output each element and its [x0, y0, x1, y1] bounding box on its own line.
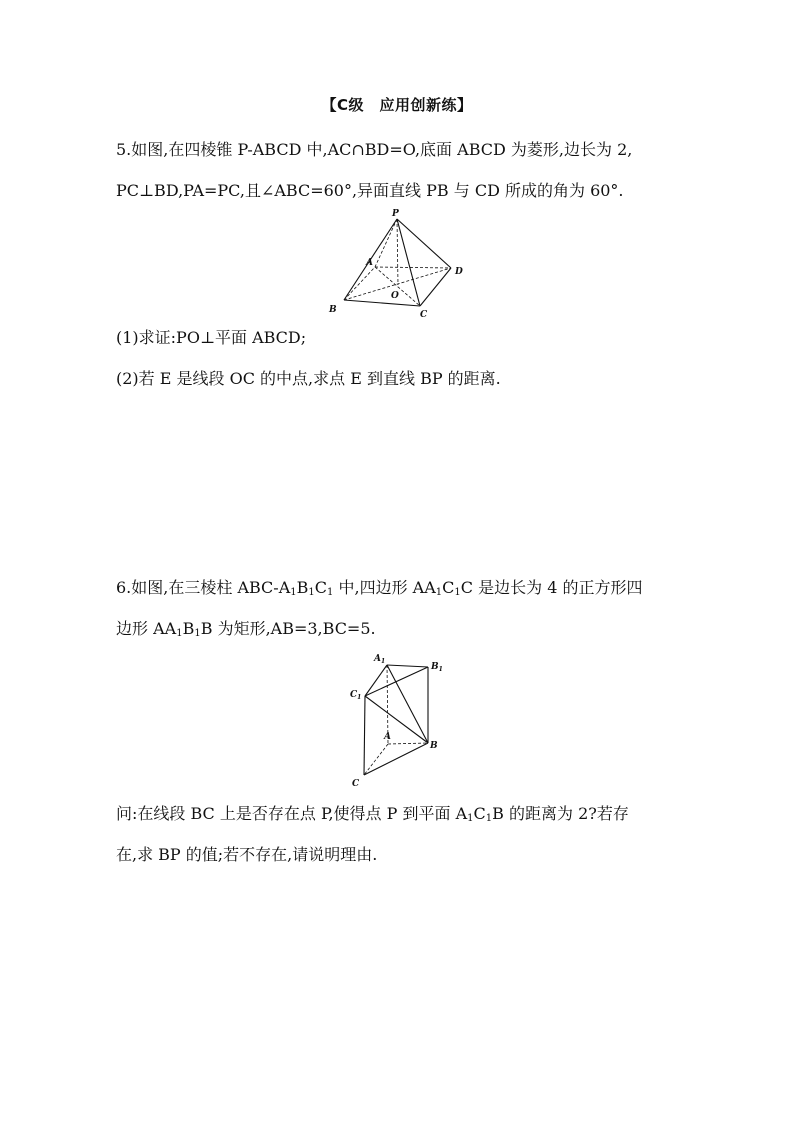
q6-label-a1-sub: 1: [380, 658, 386, 665]
q6-line1-text-d: 中,四边形 AA: [333, 578, 436, 597]
q6-line1-sub-1: 1: [290, 587, 297, 598]
q5-label-o: O: [391, 291, 399, 301]
q5-pyramid-figure: [320, 205, 470, 320]
q6-line1-sub-2: 1: [308, 587, 315, 598]
q5-label-p: P: [392, 209, 399, 219]
q6-prism-figure: [340, 647, 460, 792]
q6-line1-text-a: 6.如图,在三棱柱 ABC-A: [116, 578, 291, 597]
q6-question-sub-1: 1: [467, 813, 474, 824]
q6-label-b1-letter: B: [431, 662, 439, 672]
q6-label-b1-sub: 1: [438, 666, 443, 673]
q5-part-1: (1)求证:PO⊥平面 ABCD;: [116, 328, 307, 347]
q6-label-a1: [373, 654, 385, 665]
q6-question-text-a: 问:在线段 BC 上是否存在点 P,使得点 P 到平面 A: [116, 804, 468, 823]
q6-question-text-c: B 的距离为 2?若存: [492, 804, 629, 823]
q5-label-c: C: [420, 310, 428, 320]
q5-line-2: PC⊥BD,PA=PC,且∠ABC=60°,异面直线 PB 与 CD 所成的角为 60°.: [116, 181, 624, 200]
q6-label-b1: [430, 662, 443, 673]
q6-line1-text-f: C 是边长为 4 的正方形四: [460, 578, 643, 597]
q6-line2-text-a: 边形 AA: [116, 619, 177, 638]
q6-label-a: A: [384, 732, 391, 742]
q6-line2-sub-1: 1: [176, 628, 183, 639]
q6-label-c1: [350, 690, 361, 701]
q6-question-text-b: C: [473, 804, 486, 823]
q6-question-line-2: 在,求 BP 的值;若不存在,请说明理由.: [116, 845, 378, 864]
q6-line1-sub-3: 1: [327, 587, 334, 598]
q6-line2-sub-2: 1: [194, 628, 201, 639]
q6-line1-text-b: B: [296, 578, 309, 597]
q5-part-2: (2)若 E 是线段 OC 的中点,求点 E 到直线 BP 的距离.: [116, 369, 501, 388]
q6-question-line-1: [116, 803, 686, 825]
q6-label-c1-letter: C: [350, 690, 358, 700]
q6-line-1: [116, 577, 686, 599]
q5-label-b: B: [329, 305, 337, 315]
q6-line2-text-c: B 为矩形,AB=3,BC=5.: [200, 619, 376, 638]
q6-label-a1-letter: A: [374, 654, 381, 664]
q6-question-sub-2: 1: [485, 813, 493, 824]
q6-line1-sub-5: 1: [454, 587, 461, 598]
q6-line1-text-c: C: [314, 578, 328, 597]
q6-label-b: B: [430, 741, 438, 751]
section-heading: 【C级 应用创新练】: [321, 96, 473, 114]
q6-line-2: [116, 618, 686, 640]
q6-label-c1-sub: 1: [357, 694, 362, 701]
q5-label-d: D: [455, 267, 463, 277]
q6-line1-sub-4: 1: [435, 587, 443, 598]
q5-line-1: 5.如图,在四棱锥 P-ABCD 中,AC∩BD=O,底面 ABCD 为菱形,边长为 2,: [116, 140, 633, 159]
q5-label-a: A: [366, 258, 373, 268]
q6-label-c: C: [352, 779, 360, 789]
q6-line2-text-b: B: [182, 619, 195, 638]
q6-line1-text-e: C: [442, 578, 455, 597]
